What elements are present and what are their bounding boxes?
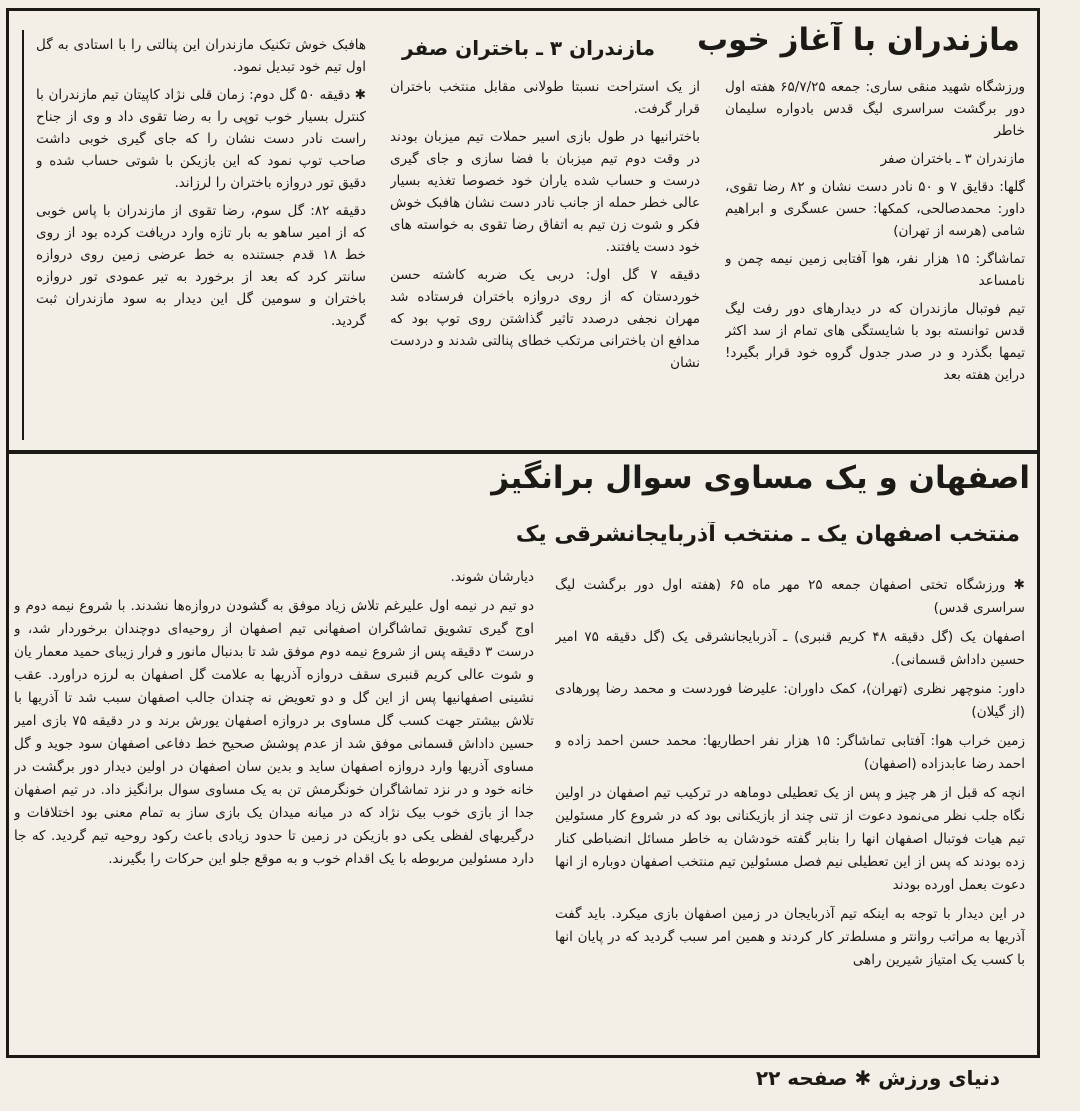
article2-paragraph: ✱ ورزشگاه تختی اصفهان جمعه ۲۵ مهر ماه ۶۵ (هفته اول دور برگشت لیگ سراسری قدس)	[555, 577, 1025, 616]
article2-headline: اصفهان و یک مساوی سوال برانگیز	[491, 460, 1030, 496]
article1-paragraph: تماشاگر: ۱۵ هزار نفر، هوا آفتابی زمین نیمه چمن و نامساعد	[725, 251, 1025, 289]
article1-paragraph: دقیقه ۸۲: گل سوم، رضا تقوی از مازندران با پاس خوبی که از امیر ساهو به بار تازه وارد دریافت کرده بود از روی خط ۱۸ قدم جستنده به خط عرضی زمین روی دروازه سانتر کرد که بعد از برخورد به تیر عمودی تور دروازه باختران و سومین گل این دیدار به سود مازندران ثبت گردید.	[36, 203, 366, 329]
article1-paragraph: ورزشگاه شهید منقی ساری: جمعه ۶۵/۷/۲۵ هفته اول دور برگشت سراسری لیگ قدس بادواره سلیمان خاطر	[725, 79, 1025, 139]
article2-subheadline: منتخب اصفهان یک ـ منتخب آذربایجانشرقی یک	[515, 522, 1020, 547]
article1-paragraph: باخترانیها در طول بازی اسیر حملات تیم میزبان بودند در وقت دوم تیم میزبان با فضا سازی و جای گیری درست و حساب شده یاران خود خصوصا تغذیه بسیار عالی خطر حمله از جانب نادر دست نشان هافبک خوش فکر و شوت زن تیم به اتفاق رضا تقوی به خواسته های خود دست یافتند.	[390, 129, 700, 255]
article2-paragraph: انچه که قبل از هر چیز و پس از یک تعطیلی دوماهه در ترکیب تیم اصفهان در اولین نگاه جلب نظر می‌نمود دعوت از تنی چند از بازیکنانی بود که در شروع کار مسئولین تیم هیات فوتبال اصفهان انها را بنابر گفته خودشان به خاطر مسائل انضباطی کنار زده بودند که پس از این تعطیلی نیم فصل مسئولین تیم منتخب اصفهان دوباره از انها دعوت بعمل اورده بودند	[555, 785, 1025, 893]
page-footer: دنیای ورزش ✱ صفحه ۲۲	[755, 1066, 1000, 1090]
article2-paragraph: در این دیدار با توجه به اینکه تیم آذربایجان در زمین اصفهان بازی میکرد. باید گفت آذریها به مراتب روانتر و مسلط‌تر کار کردند و همین امر سبب گردید که در پایان انها با کسب یک امتیاز شیرین راهی	[555, 906, 1025, 968]
article2-paragraph: دو تیم در نیمه اول علیرغم تلاش زیاد موفق به گشودن دروازه‌ها نشدند. با شروع نیمه دوم و اوج گیری تشویق تماشاگران اصفهانی تیم اصفهان از روحیه‌ای دوچندان برخوردار شد، و درست ۳ دقیقه پس از شروع نیمه دوم موفق شد تا بدنبال مانور و فرار زیبای حمید معمار یان و شوت عالی کریم قنبری سقف دروازه آذریها به علامت گل اصفهان به لرزه دراورد. عقب نشینی اصفهانیها پس از این گل و دو تعویض نه چندان جالب اصفهان سبب شد تا آذریها با تلاش بیشتر جهت کسب گل مساوی بر دروازه اصفهان یورش برند و در دقیقه ۷۵ بازی امیر حسین داداش قسمانی موفق شد از عدم پوشش صحیح خط دفاعی اصفهان سود جوید و گل مساوی آذریها وارد دروازه اصفهان ساید و بدین سان اصفهان در اولین دیدار دور برگشت در خانه خود و در نزد تماشاگران خونگرمش تن به یک مساوی سوال برانگیز داد. در تیم اصفهان جدا از بازی خوب بیک نژاد که در میانه میدان یک بازی ساز به تمام معنی بود اختلافات و درگیریهای لفظی یکی دو بازیکن در زمین تا حدود زیادی باعث رکود روحیه تیم گردید. که جا دارد مسئولین مربوطه با یک اقدام خوب و به موقع جلو این حرکات را بگیرند.	[14, 598, 534, 867]
article1-paragraph: دقیقه ۷ گل اول: دربی یک ضربه کاشته حسن خوردستان که از روی دروازه باختران فرستاده شد مهران نجفی درصدد تاثیر گذاشتن روی توپ بود که مدافع ان باخترانی مرتکب خطای پنالتی شدند و دردست نشان	[390, 267, 700, 371]
article1-paragraph: هافبک خوش تکنیک مازندران این پنالتی را با استادی به گل اول تیم خود تبدیل نمود.	[36, 37, 366, 75]
article1-column-right	[725, 76, 1025, 444]
article1-column-left	[36, 34, 366, 444]
article2-paragraph: زمین خراب هوا: آفتابی تماشاگر: ۱۵ هزار نفر احطاریها: محمد حسن احمد زاده و احمد رضا عابدزاده (اصفهان)	[555, 733, 1025, 772]
article2-paragraph: داور: منوچهر نظری (تهران)، کمک داوران: علیرضا فوردست و محمد رضا پورهادی (از گیلان)	[555, 681, 1025, 720]
article1-paragraph: تیم فوتبال مازندران که در دیدارهای دور رفت لیگ قدس توانسته بود با شایستگی های تمام از سد اکثر تیمها بگذرد و در صدر جدول گروه خود قرار بگیرد! دراین هفته بعد	[725, 301, 1025, 383]
section-divider	[6, 450, 1040, 454]
article1-column-middle	[390, 76, 700, 444]
article1-headline: مازندران با آغاز خوب	[696, 22, 1020, 58]
article1-subheadline: مازندران ۳ ـ باختران صفر	[402, 36, 655, 60]
article1-paragraph: ✱ دقیقه ۵۰ گل دوم: زمان قلی نژاد کاپیتان تیم مازندران با کنترل بسیار خوب توپی را به رضا تقوی داد و وی از جناح راست نادر دست نشان را که جای گیری خوبی داشت صاحب توپ نمود که این بازیکن با شوتی حساب شده و دقیق تور دروازه باختران را لرزاند.	[36, 87, 366, 191]
article1-paragraph: مازندران ۳ ـ باختران صفر	[880, 151, 1025, 167]
article1-column-rule	[22, 30, 24, 440]
article2-column-right	[555, 574, 1025, 1044]
article1-paragraph: از یک استراحت نسبتا طولانی مقابل منتخب باختران قرار گرفت.	[390, 79, 700, 117]
article2-paragraph: اصفهان یک (گل دقیقه ۴۸ کریم قنبری) ـ آذربایجانشرقی یک (گل دقیقه ۷۵ امیر حسین داداش قسمانی).	[555, 629, 1025, 668]
article2-column-left	[14, 566, 534, 1044]
article2-paragraph: دیارشان شوند.	[450, 569, 534, 585]
article1-paragraph: گلها: دقایق ۷ و ۵۰ نادر دست نشان و ۸۲ رضا تقوی، داور: محمدصالحی، کمکها: حسن عسگری و ابراهیم شامی (هرسه از تهران)	[725, 179, 1025, 239]
